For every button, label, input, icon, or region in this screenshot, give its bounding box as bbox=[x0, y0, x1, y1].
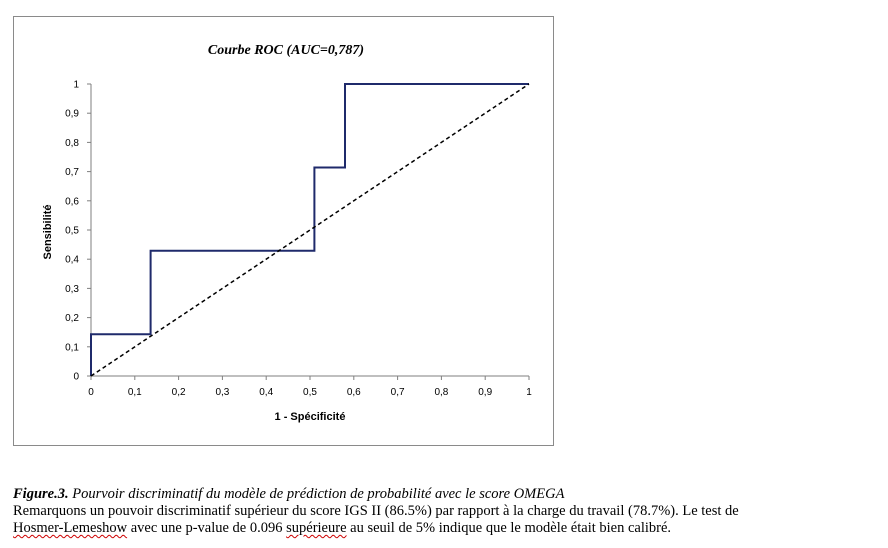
caption-label: Figure.3. bbox=[13, 486, 69, 502]
reference-diagonal-line bbox=[91, 84, 529, 376]
x-tick-label: 0,6 bbox=[346, 387, 361, 398]
x-tick-label: 1 bbox=[526, 387, 532, 398]
y-tick-label: 0,8 bbox=[65, 137, 79, 149]
caption-term-superieure: supérieure bbox=[286, 520, 347, 536]
y-tick-label: 0,7 bbox=[65, 167, 79, 179]
x-axis-title: 1 - Spécificité bbox=[274, 411, 346, 423]
y-axis-title: Sensibilité bbox=[42, 204, 54, 260]
y-tick-label: 0 bbox=[73, 371, 79, 383]
tick-labels bbox=[65, 80, 532, 399]
y-tick-label: 0,4 bbox=[65, 254, 79, 266]
caption-title: Pourvoir discriminatif du modèle de prédiction de probabilité avec le score OMEGA bbox=[72, 486, 565, 502]
x-tick-label: 0 bbox=[88, 387, 94, 398]
x-tick-label: 0,2 bbox=[171, 387, 186, 398]
x-tick-label: 0,5 bbox=[303, 387, 317, 398]
figure-caption bbox=[13, 486, 885, 537]
caption-text-pvalue: avec une p-value de 0.096 bbox=[127, 520, 287, 536]
y-tick-label: 0,6 bbox=[65, 196, 79, 208]
caption-line-1: Remarquons un pouvoir discriminatif supérieur du score IGS II (86.5%) par rapport à la charge du travail (78.7%). Le test de bbox=[13, 503, 739, 519]
x-tick-label: 0,3 bbox=[215, 387, 230, 398]
y-tick-label: 0,2 bbox=[65, 313, 79, 325]
y-tick-label: 0,3 bbox=[65, 283, 79, 295]
caption-text-end: au seuil de 5% indique que le modèle était bien calibré. bbox=[346, 520, 672, 536]
y-tick-label: 1 bbox=[73, 79, 79, 91]
chart-frame bbox=[13, 16, 554, 446]
x-tick-label: 0,1 bbox=[127, 387, 142, 398]
roc-chart bbox=[14, 17, 553, 445]
x-tick-label: 0,8 bbox=[434, 387, 449, 398]
y-tick-label: 0,9 bbox=[65, 108, 79, 120]
x-tick-label: 0,7 bbox=[390, 387, 405, 398]
y-tick-label: 0,1 bbox=[65, 342, 79, 354]
caption-heading bbox=[13, 486, 885, 503]
x-tick-label: 0,4 bbox=[259, 387, 274, 398]
chart-title: Courbe ROC (AUC=0,787) bbox=[207, 43, 365, 58]
caption-body bbox=[13, 503, 885, 537]
caption-term-hosmer: Hosmer-Lemeshow bbox=[13, 520, 128, 536]
x-tick-label: 0,9 bbox=[478, 387, 493, 398]
series-group bbox=[91, 84, 529, 376]
y-tick-label: 0,5 bbox=[65, 225, 79, 237]
